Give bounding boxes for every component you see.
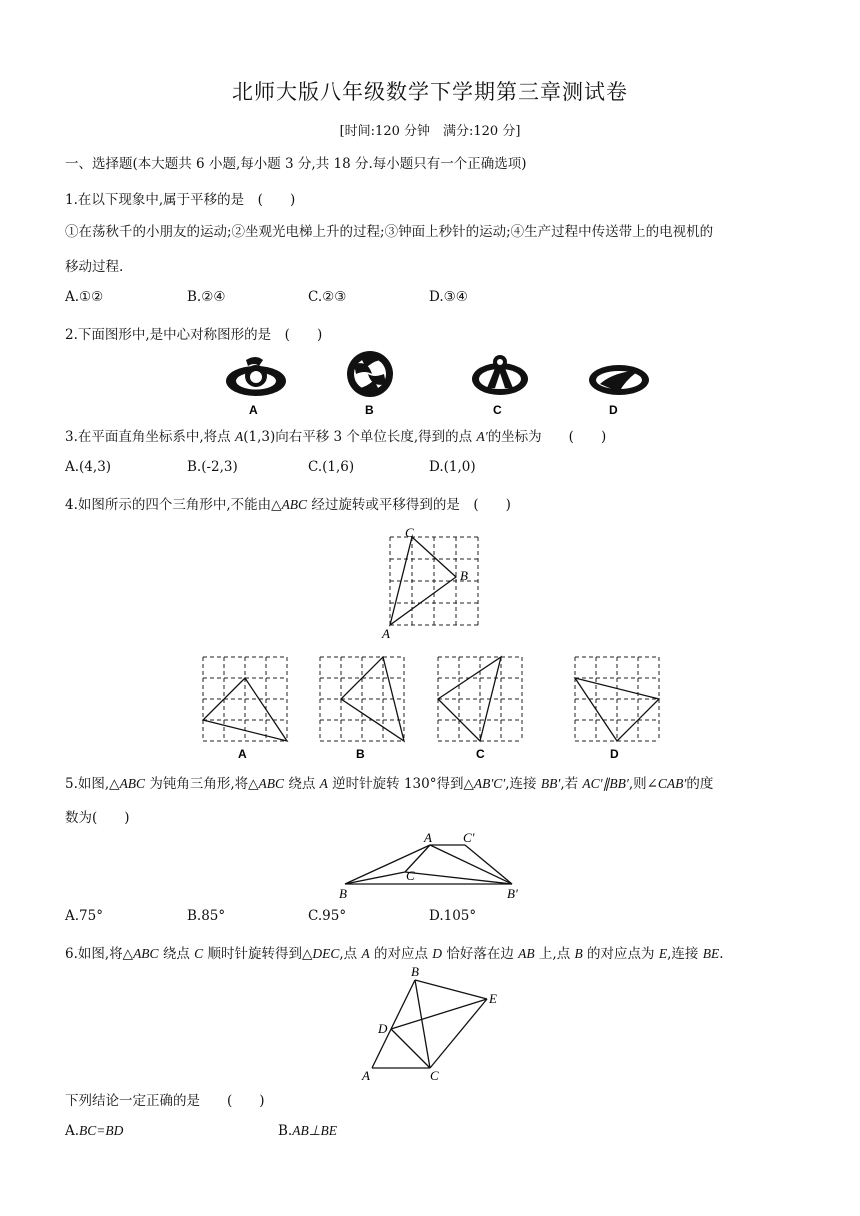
- q1-option-d[interactable]: D.③④: [429, 289, 468, 305]
- q6-option-b[interactable]: B.AB⊥BE: [278, 1123, 337, 1139]
- q2-label-a: A: [249, 403, 258, 417]
- q6-stem: 6.如图,将△ABC 绕点 C 顺时针旋转得到△DEC,点 A 的对应点 D 恰好落在边 AB 上,点 B 的对应点为 E,连接 BE.: [65, 946, 724, 962]
- q4-label-d: D: [610, 747, 619, 761]
- q5-option-b[interactable]: B.85°: [187, 908, 226, 924]
- q5-label-b-prime: B′: [507, 886, 518, 901]
- q5-option-c[interactable]: C.95°: [308, 908, 347, 924]
- q2-label-c: C: [493, 403, 502, 417]
- q5-option-a[interactable]: A.75°: [65, 908, 103, 924]
- q1-stem: 1.在以下现象中,属于平移的是 ( ): [65, 192, 296, 208]
- q3-option-a[interactable]: A.(4,3): [65, 459, 112, 475]
- q6-label-e: E: [489, 991, 497, 1006]
- q1-description: ①在荡秋千的小朋友的运动;②坐观光电梯上升的过程;③钟面上秒针的运动;④生产过程中传送带上的电视机的: [65, 224, 714, 240]
- q4-vertex-a: A: [382, 626, 390, 641]
- q3-option-d[interactable]: D.(1,0): [429, 459, 476, 475]
- q2-label-b: B: [365, 403, 374, 417]
- page-title: 北师大版八年级数学下学期第三章测试卷: [232, 80, 628, 104]
- q5-option-d[interactable]: D.105°: [429, 908, 477, 924]
- q4-label-c: C: [476, 747, 485, 761]
- q1-option-a[interactable]: A.①②: [65, 289, 104, 305]
- q4-label-a: A: [238, 747, 247, 761]
- q6-option-a[interactable]: A.BC=BD: [65, 1123, 124, 1139]
- q3-option-b[interactable]: B.(-2,3): [187, 459, 238, 475]
- q1-option-b[interactable]: B.②④: [187, 289, 226, 305]
- q3-stem: 3.在平面直角坐标系中,将点 A(1,3)向右平移 3 个单位长度,得到的点 A′的坐标为 ( ): [65, 429, 607, 445]
- q3-option-c[interactable]: C.(1,6): [308, 459, 355, 475]
- q5-label-a: A: [424, 830, 432, 845]
- q5-label-c: C: [406, 868, 415, 883]
- q2-stem: 2.下面图形中,是中心对称图形的是 ( ): [65, 327, 323, 343]
- q6-label-c: C: [430, 1068, 439, 1083]
- q5-label-b: B: [339, 886, 347, 901]
- q5-stem: 5.如图,△ABC 为钝角三角形,将△ABC 绕点 A 逆时针旋转 130°得到△AB′C′,连接 BB′,若 AC′∥BB′,则∠CAB′的度: [65, 776, 714, 792]
- q1-option-c[interactable]: C.②③: [308, 289, 347, 305]
- q6-label-d: D: [378, 1021, 388, 1036]
- q6-label-b: B: [411, 964, 419, 979]
- q2-label-d: D: [609, 403, 618, 417]
- section-heading: 一、选择题(本大题共 6 小题,每小题 3 分,共 18 分.每小题只有一个正确选项): [65, 156, 527, 172]
- q4-vertex-c: C: [405, 525, 414, 540]
- q1-description-cont: 移动过程.: [65, 259, 124, 275]
- q4-label-b: B: [356, 747, 365, 761]
- q6-conclusion: 下列结论一定正确的是 ( ): [65, 1093, 265, 1109]
- q5-stem-cont: 数为( ): [65, 810, 130, 826]
- q6-label-a: A: [362, 1068, 370, 1083]
- exam-info: [时间:120 分钟 满分:120 分]: [339, 124, 521, 139]
- q4-stem: 4.如图所示的四个三角形中,不能由△ABC 经过旋转或平移得到的是 ( ): [65, 497, 511, 513]
- q5-label-c-prime: C′: [463, 830, 475, 845]
- q4-vertex-b: B: [460, 568, 468, 583]
